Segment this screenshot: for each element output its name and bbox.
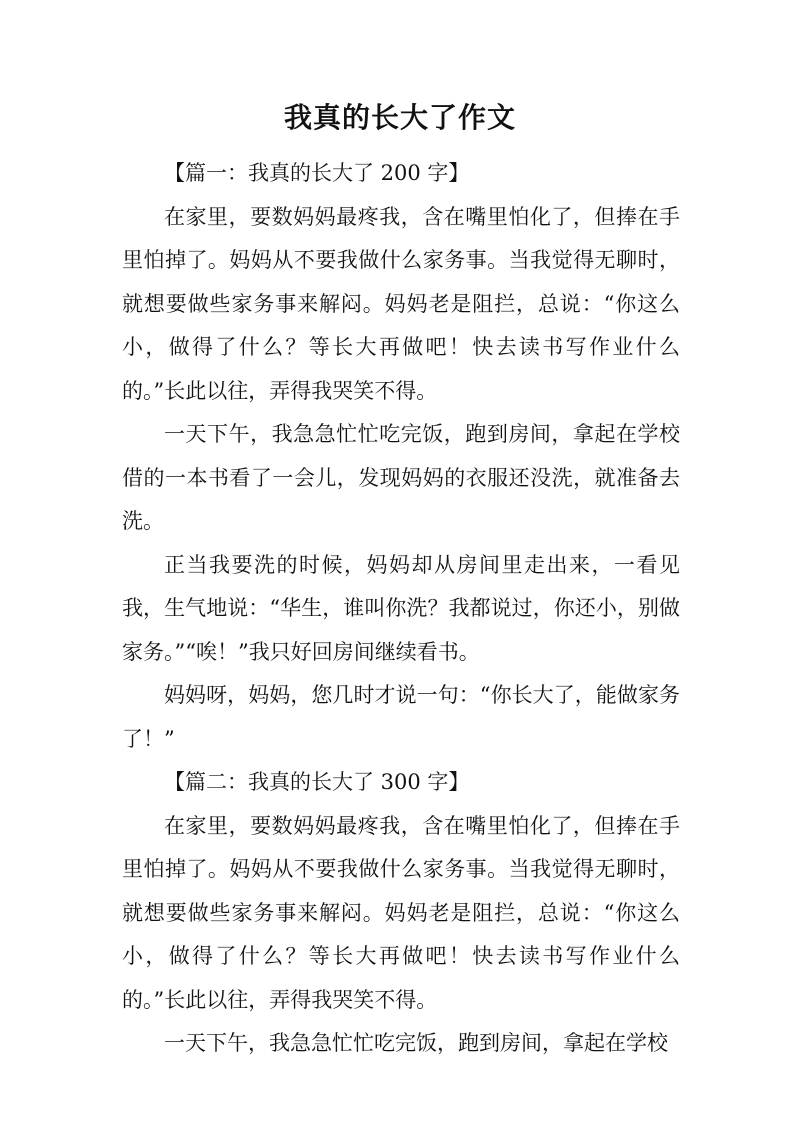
paragraph: 正当我要洗的时候，妈妈却从房间里走出来，一看见我，生气地说：“华生，谁叫你洗？我都说过，你还小，别做家务。”“唉！”我只好回房间继续看书。 [122, 552, 680, 664]
section-heading-2: 【篇二：我真的长大了 300 字】 [164, 770, 470, 794]
paragraph: 一天下午，我急急忙忙吃完饭，跑到房间，拿起在学校 [164, 1031, 668, 1055]
section-heading-1: 【篇一：我真的长大了 200 字】 [164, 161, 470, 185]
paragraph: 妈妈呀，妈妈，您几时才说一句：“你长大了，能做家务了！” [122, 683, 680, 751]
paragraph: 在家里，要数妈妈最疼我，含在嘴里怕化了，但捧在手里怕掉了。妈妈从不要我做什么家务事。当我觉得无聊时，就想要做些家务事来解闷。妈妈老是阻拦，总说：“你这么小，做得了什么？等长大再做吧！快去读书写作业什么的。”长此以往，弄得我哭笑不得。 [122, 204, 680, 403]
paragraph: 一天下午，我急急忙忙吃完饭，跑到房间，拿起在学校借的一本书看了一会儿，发现妈妈的衣服还没洗，就准备去洗。 [122, 422, 680, 533]
document-body [122, 152, 680, 1066]
paragraph: 在家里，要数妈妈最疼我，含在嘴里怕化了，但捧在手里怕掉了。妈妈从不要我做什么家务事。当我觉得无聊时，就想要做些家务事来解闷。妈妈老是阻拦，总说：“你这么小，做得了什么？等长大再做吧！快去读书写作业什么的。”长此以往，弄得我哭笑不得。 [122, 813, 680, 1012]
document-title: 我真的长大了作文 [283, 101, 516, 134]
